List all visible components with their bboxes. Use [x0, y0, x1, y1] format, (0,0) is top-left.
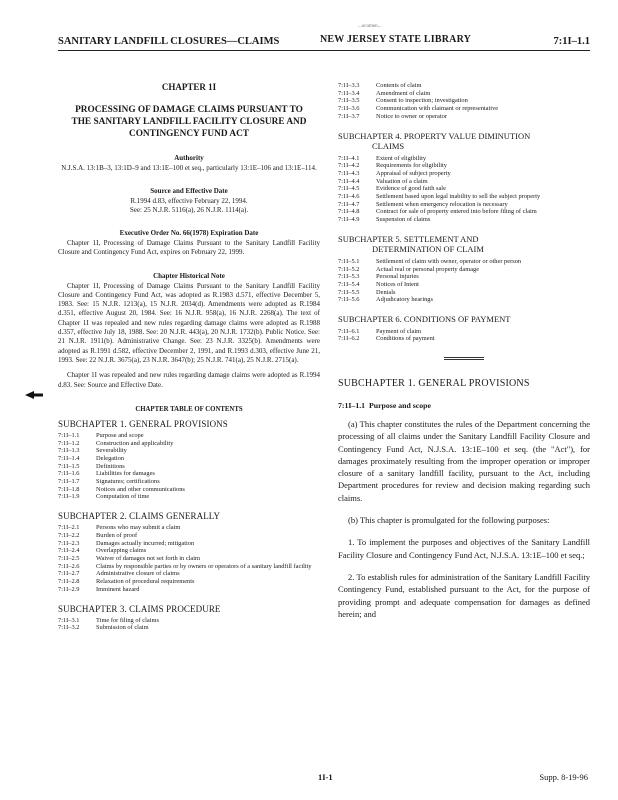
toc-entry-title: Definitions: [96, 462, 125, 470]
toc-entry: [58, 570, 320, 578]
toc-entry: [338, 155, 590, 163]
subchapter-heading-line1: SUBCHAPTER 4. PROPERTY VALUE DIMINUTION: [338, 130, 531, 141]
toc-entry: [58, 440, 320, 448]
toc-entry-number: 7:1I–3.3: [338, 82, 360, 89]
toc-entry-number: 7:1I–2.7: [58, 570, 80, 578]
toc-entry-title: Relaxation of procedural requirements: [96, 578, 195, 586]
toc-entry-title: Requirements for eligibility: [376, 162, 447, 170]
toc-entry: [58, 617, 320, 625]
toc-entry-title: Settlement of claim with owner, operator or other person: [376, 257, 522, 265]
toc-entry-title: Damages actually incurred; mitigation: [96, 539, 195, 547]
subchapter-heading: SUBCHAPTER 3. CLAIMS PROCEDURE: [58, 603, 221, 614]
toc-entry-title: Time for filing of claims: [96, 616, 159, 624]
subchapter-heading: SUBCHAPTER 2. CLAIMS GENERALLY: [58, 511, 221, 522]
margin-arrow-icon: [25, 390, 43, 400]
toc-entry-title: Adjudicatory hearings: [376, 296, 433, 304]
toc-entry-title: Actual real or personal property damage: [376, 265, 480, 273]
toc-entry-title: Extent of eligibility: [376, 154, 427, 162]
toc-entry: [338, 273, 590, 281]
authority-text: N.J.S.A. 13:1B–3, 13:1D–9 and 13:1E–100 et seq., particularly 13:1E–106 and 13:1E–114.: [61, 164, 317, 172]
toc-entry: [338, 266, 590, 274]
toc-entry-title: Liabilities for damages: [96, 470, 155, 478]
toc-entry: [338, 82, 590, 90]
paragraph-a-text: (a) This chapter constitutes the rules of the Department concerning the processing of all claims under the Sanitary Landfill Facility Closure and Contingency Fund Act, N.J.S.A. 13:1E–100 et seq. (the "Act"), for damages proximately resulting from the improper operation or improper closure of a sanitary landfill facility, pursuant to the Act, including Department procedures for review and decision making regarding such claims.: [338, 418, 590, 503]
authority-label: Authority: [174, 154, 204, 162]
toc-entry-number: 7:1I–1.9: [58, 493, 80, 501]
toc-entry-title: Settlement when emergency relocation is necessary: [376, 200, 508, 208]
toc-entry-number: 7:1I–1.1: [58, 431, 80, 439]
header-section-number: 7:1I–1.1: [553, 36, 590, 47]
toc-entry-title: Waiver of damages not set forth in claim: [96, 555, 201, 562]
toc-entry-number: 7:1I–2.4: [58, 547, 80, 555]
toc-entry-number: 7:1I–1.4: [58, 454, 80, 462]
toc-entry-title: Notices and other communications: [96, 485, 185, 493]
paragraph-b-text: (b) This chapter is promulgated for the following purposes:: [348, 515, 550, 526]
toc-entry-number: 7:1I–3.6: [338, 105, 360, 113]
toc-entry: [338, 185, 590, 193]
toc-entry-number: 7:1I–3.1: [58, 616, 80, 624]
chapter-number: CHAPTER 1I: [161, 82, 217, 92]
toc-entry-number: 7:1I–4.5: [338, 185, 360, 193]
toc-entry-number: 7:1I–1.2: [58, 439, 80, 447]
toc-entry-title: Severability: [96, 447, 127, 455]
toc-entry: [338, 208, 590, 216]
subchapter-heading-line1: SUBCHAPTER 6. CONDITIONS OF PAYMENT: [338, 314, 511, 325]
toc-entry-number: 7:1I–3.2: [58, 624, 80, 632]
toc-entry-number: 7:1I–4.6: [338, 193, 360, 201]
toc-entry-number: 7:1I–1.7: [58, 478, 80, 486]
toc-entry-number: 7:1I–5.6: [338, 296, 360, 304]
toc-entry-number: 7:1I–2.3: [58, 539, 80, 547]
toc-entry-title: Suspension of claims: [376, 216, 431, 224]
toc-entry-number: 7:1I–3.5: [338, 97, 360, 105]
toc-entry-title: Valuation of a claim: [376, 177, 428, 185]
toc-entry: [338, 97, 590, 105]
history-text: Chapter 1I, Processing of Damage Claims Pursuant to the Sanitary Landfill Facility Closure and Contingency Fund Act, was adopted as R.1983 d.571, effective December 5, 1983. See: 15 N.J.R. 1213(a), 15 N.J.R. 2034(d). Amendments were adopted as R.1984 d.351, effective August 20, 1984. See: 16 N.J.R. 958(a), 16 N.J.R. 2268(a). The text of Chapter 1I was repealed and new rules regarding damage claims were adopted as R.1988 d.357, effective July 18, 1988. See: 20 N.J.R. 443(a), 20 N.J.R. 1732(b). Public Notice. See: 21 N.J.R. 1911(b). Administrative Change. See: 23 N.J.R. 3325(b). Amendments were adopted as R.1991 d.582, effective December 2, 1991, and R.1993 d.303, effective June 21, 1993. See: 22 N.J.R. 3675(a), 23 N.J.R. 3647(b); 25 N.J.R. 741(a), 25 N.J.R. 2715(a).: [58, 281, 320, 364]
toc-list: [338, 328, 590, 343]
paragraph-a: [338, 418, 590, 504]
toc-entry-title: Appraisal of subject property: [376, 169, 451, 177]
toc-entry-title: Payment of claim: [376, 327, 422, 335]
toc-label: CHAPTER TABLE OF CONTENTS: [135, 405, 243, 413]
toc-entry: [338, 113, 590, 121]
toc-entry: [58, 493, 320, 501]
toc-entry-number: 7:1I–2.2: [58, 531, 80, 539]
toc-list: [338, 155, 590, 224]
toc-entry-title: Personal injuries: [376, 273, 419, 281]
toc-entry: [58, 455, 320, 463]
toc-entry: [338, 201, 590, 209]
toc-entry: [338, 170, 590, 178]
toc-entry-title: Conditions of payment: [376, 335, 435, 343]
subchapter-title: SUBCHAPTER 1. GENERAL PROVISIONS: [338, 377, 530, 389]
toc-entry: [338, 289, 590, 297]
toc-entry: [58, 578, 320, 586]
toc-entry-title: Communication with claimant or representative: [376, 105, 499, 113]
toc-entry-number: 7:1I–4.4: [338, 177, 360, 185]
toc-entry-title: Settlement based upon legal inability to sell the subject property: [376, 193, 541, 201]
toc-entry-title: Delegation: [96, 454, 125, 462]
toc-entry: [58, 524, 320, 532]
toc-entry: [58, 624, 320, 632]
toc-entry-number: 7:1I–1.8: [58, 485, 80, 493]
toc-entry-number: 7:1I–5.3: [338, 273, 360, 281]
paragraph-1: [338, 536, 590, 561]
exec-order-text: Chapter 1I, Processing of Damage Claims Pursuant to the Sanitary Landfill Facility Closure and Contingency Fund Act, expires on February 22, 1999.: [58, 239, 320, 257]
toc-entry: [338, 296, 590, 304]
toc-entry: [58, 463, 320, 471]
toc-entry: [338, 162, 590, 170]
toc-entry-number: 7:1I–4.1: [338, 154, 360, 162]
toc-entry-title: Computation of time: [96, 493, 150, 501]
header-title: SANITARY LANDFILL CLOSURES—CLAIMS: [58, 36, 280, 47]
toc-entry: [338, 216, 590, 224]
toc-entry-title: Persons who may submit a claim: [96, 524, 181, 532]
toc-entry-number: 7:1I–4.9: [338, 216, 360, 224]
toc-entry-title: Notices of Intent: [376, 280, 419, 288]
subchapter-heading-line2: CLAIMS: [372, 141, 405, 152]
paragraph-2: [338, 571, 590, 620]
exec-order-label: Executive Order No. 66(1978) Expiration Date: [119, 229, 259, 237]
toc-entry-number: 7:1I–5.4: [338, 280, 360, 288]
right-column: [338, 82, 590, 620]
toc-entry: [338, 193, 590, 201]
toc-entry-title: Signatures; certifications: [96, 478, 160, 486]
library-stamp-text: ...ocumen...: [358, 24, 382, 29]
toc-entry: [338, 258, 590, 266]
toc-entry-title: Administrative closure of claims: [96, 570, 180, 578]
rule-number: 7:1I–1.1: [338, 400, 366, 410]
toc-entry-number: 7:1I–4.2: [338, 162, 360, 170]
toc-entry-number: 7:1I–5.1: [338, 257, 360, 265]
toc-entry-number: 7:1I–2.1: [58, 524, 80, 532]
toc-entry: [58, 486, 320, 494]
toc-right-continued: [338, 82, 590, 121]
toc-entry: [58, 563, 320, 571]
toc-right: [338, 131, 590, 343]
toc-entry-number: 7:1I–6.1: [338, 327, 360, 335]
subchapter-heading: [338, 314, 590, 325]
rule-name: Purpose and scope: [368, 400, 431, 410]
toc-entry-title: Notice to owner or operator: [376, 112, 447, 120]
toc-list: [58, 524, 320, 593]
toc-entry: [58, 478, 320, 486]
paragraph-b: [338, 514, 590, 526]
toc-entry-number: 7:1I–1.3: [58, 447, 80, 455]
repeal-text: Chapter 1I was repealed and new rules regarding damage claims were adopted as R.1994 d.83. See: Source and Effective Date.: [58, 371, 320, 389]
toc-entry-title: Imminent hazard: [96, 585, 140, 593]
page-number: 1I-1: [318, 772, 333, 782]
toc-entry-title: Evidence of good faith sale: [376, 185, 446, 193]
toc-entry: [338, 178, 590, 186]
toc-entry-number: 7:1I–5.5: [338, 288, 360, 296]
subchapter-heading-line2: DETERMINATION OF CLAIM: [372, 244, 484, 255]
running-header: [58, 24, 590, 50]
supplement-date: Supp. 8-19-96: [539, 772, 588, 782]
toc-entry: [338, 90, 590, 98]
left-column: [58, 80, 320, 632]
toc-entry-title: Denials: [376, 288, 396, 296]
section-divider: [444, 357, 484, 360]
toc-entry: [338, 105, 590, 113]
toc-entry: [58, 547, 320, 555]
toc-entry: [58, 540, 320, 548]
toc-entry: [58, 447, 320, 455]
toc-entry-title: Purpose and scope: [96, 431, 144, 439]
toc-entry: [58, 555, 320, 563]
toc-entry: [58, 470, 320, 478]
subchapter-heading-line1: SUBCHAPTER 5. SETTLEMENT AND: [338, 233, 479, 244]
subchapter-heading: [338, 131, 590, 152]
toc-entry-title: Contents of claim: [376, 82, 422, 89]
toc-entry-title: Contract for sale of property entered into before filing of claim: [376, 208, 537, 216]
toc-entry: [338, 281, 590, 289]
history-label: Chapter Historical Note: [153, 271, 225, 280]
subchapter-heading: SUBCHAPTER 1. GENERAL PROVISIONS: [58, 418, 228, 429]
toc-entry: [58, 586, 320, 594]
toc-entry: [58, 532, 320, 540]
toc-entry-title: Claims by responsible parties or by owners or operators of a sanitary landfill facility: [96, 562, 312, 570]
source-label: Source and Effective Date: [150, 187, 228, 195]
header-rule: [58, 50, 590, 51]
toc-entry-title: Burden of proof: [96, 531, 138, 539]
toc-entry-number: 7:1I–3.4: [338, 89, 360, 97]
toc-entry-number: 7:1I–4.3: [338, 169, 360, 177]
toc-entry-number: 7:1I–5.2: [338, 265, 360, 273]
toc-entry-number: 7:1I–6.2: [338, 335, 360, 343]
toc-entry-title: Overlapping claims: [96, 547, 147, 555]
subchapter-heading: [338, 234, 590, 255]
toc-left: [58, 419, 320, 632]
toc-entry-title: Consent to inspection; investigation: [376, 97, 468, 105]
toc-entry: [338, 335, 590, 343]
toc-entry-title: Submission of claim: [96, 624, 149, 632]
rule-title: [338, 401, 590, 410]
toc-entry: [338, 328, 590, 336]
toc-entry: [58, 432, 320, 440]
paragraph-2-text: 2. To establish rules for administration of the Sanitary Landfill Facility Contingency Fund, established pursuant to the Act, for the purpose of providing prompt and adequate compensation for damages as defined herein; and: [338, 571, 590, 619]
toc-entry-title: Construction and applicability: [96, 439, 174, 447]
paragraph-1-text: 1. To implement the purposes and objectives of the Sanitary Landfill Facility Closure and Contingency Fund Act, N.J.S.A. 13:1E–100 et seq.;: [338, 537, 590, 560]
toc-entry-number: 7:1I–1.5: [58, 462, 80, 470]
toc-entry-number: 7:1I–3.7: [338, 112, 360, 120]
toc-entry-number: 7:1I–2.8: [58, 578, 80, 586]
toc-list: [58, 617, 320, 632]
toc-entry-number: 7:1I–4.8: [338, 208, 360, 216]
toc-entry-number: 7:1I–4.7: [338, 200, 360, 208]
chapter-heading: PROCESSING OF DAMAGE CLAIMS PURSUANT TO THE SANITARY LANDFILL FACILITY CLOSURE AND CONTINGENCY FUND ACT: [71, 105, 307, 139]
toc-entry-number: 7:1I–2.6: [58, 562, 80, 570]
source-text-2: See: 25 N.J.R. 5116(a), 26 N.J.R. 1114(a).: [129, 206, 249, 214]
library-stamp: NEW JERSEY STATE LIBRARY: [320, 34, 472, 45]
source-text-1: R.1994 d.83, effective February 22, 1994.: [130, 197, 248, 205]
toc-entry-number: 7:1I–1.6: [58, 470, 80, 478]
toc-entry-title: Amendment of claim: [376, 89, 431, 97]
toc-list: [338, 258, 590, 304]
toc-list: [58, 432, 320, 501]
toc-entry-number: 7:1I–2.9: [58, 585, 80, 593]
toc-entry-number: 7:1I–2.5: [58, 555, 80, 562]
